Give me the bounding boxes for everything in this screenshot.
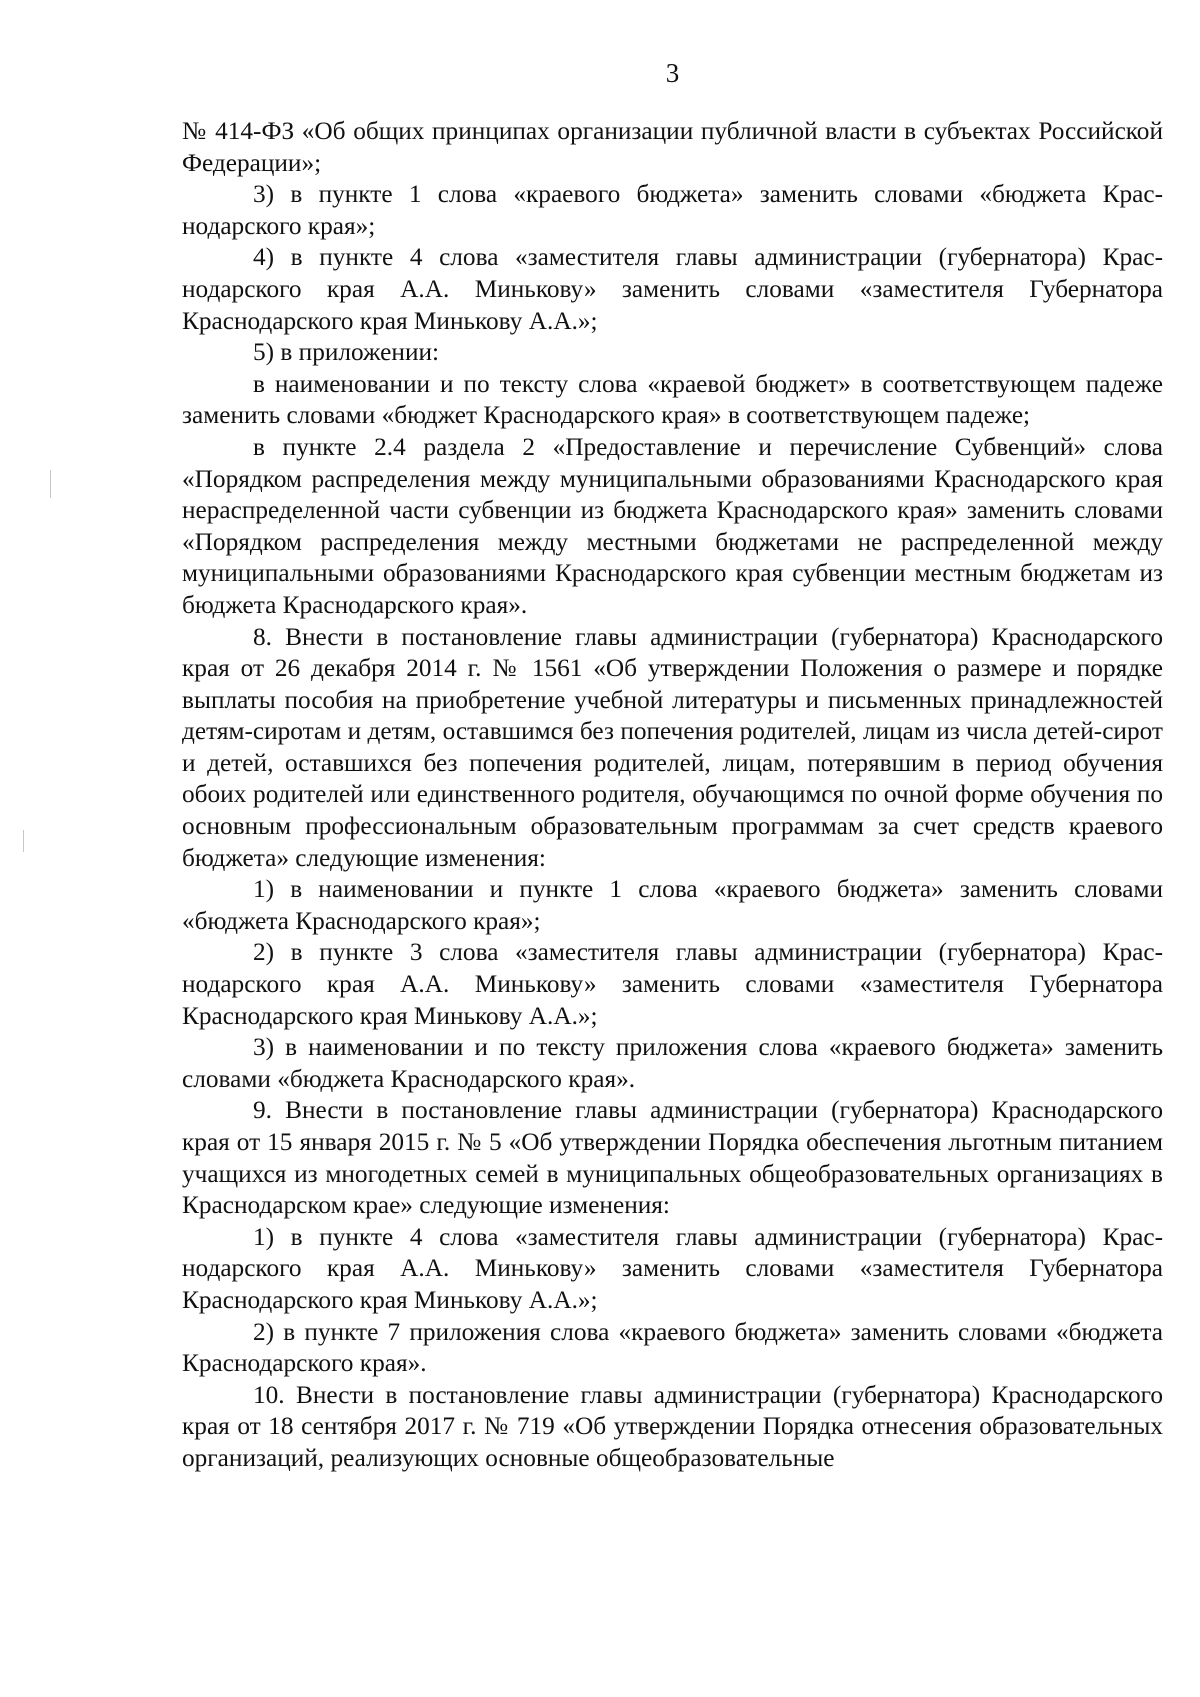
scan-artifact-line [23,830,24,852]
paragraph-1: № 414-ФЗ «Об общих принципах организации публичной власти в субъектах Российской Федерации»; [182,117,1163,177]
paragraph-4: 5) в приложении: [253,338,440,367]
paragraph-2: 3) в пункте 1 слова «краевого бюджета» заменить словами «бюджета Краснодарского края»; [182,180,1163,240]
paragraph-10: 3) в наименовании и по тексту приложения слова «краевого бюджета» заменить словами «бюджета Краснодарского края». [182,1033,1163,1093]
document-body [182,116,1163,1475]
paragraph-13: 2) в пункте 7 приложения слова «краевого бюджета» заменить словами «бюджета Краснодарского края». [182,1317,1163,1378]
page-number: 3 [665,58,680,88]
paragraph-7: 8. Внести в постановление главы администрации (губернатора) Краснодарского края от 26 декабря 2014 г. № 1561 «Об утверждении Положения о размере и порядке выплаты пособия на приобретение учебной литературы и письменных принадлежностей детям-сиротам и детям, оставшимся без попечения родителей, лицам из числа детей-сирот и детей, оставшихся без попечения родителей, лицам, потерявшим в период обучения обоих родителей или единственного родителя, обучающимся по очной форме обучения по основным профессиональным образовательным программам за счет средств краевого бюджета» следующие изменения: [182,622,1163,872]
paragraph-9: 2) в пункте 3 слова «заместителя главы администрации (губернатора) Краснодарского края А.А. Минькову» заменить словами «заместителя Губернатора Краснодарского края Минькову А.А.»; [182,938,1163,1030]
paragraph-14: 10. Внести в постановление главы администрации (губернатора) Краснодарского края от 18 сентября 2017 г. № 719 «Об утверждении Порядка отнесения образовательных организаций, реализующих основные общеобразовательные [182,1380,1163,1472]
paragraph-5: в наименовании и по тексту слова «краевой бюджет» в соответствующем падеже заменить словами «бюджет Краснодарского края» в соответствующем падеже; [182,369,1163,430]
paragraph-6: в пункте 2.4 раздела 2 «Предоставление и перечисление Субвенций» слова «Порядком распределения между муниципальными образованиями Краснодарского края нераспределенной части субвенции из бюджета Краснодарского края» заменить словами «Порядком распределения между местными бюджетами не распределенной между муниципальными образованиями Краснодарского края субвенции местным бюджетам из бюджета Краснодарского края». [182,432,1163,619]
scan-artifact-line [50,470,51,498]
paragraph-3: 4) в пункте 4 слова «заместителя главы администрации (губернатора) Краснодарского края А.А. Минькову» заменить словами «заместителя Губернатора Краснодарского края Минькову А.А.»; [182,243,1163,335]
paragraph-8: 1) в наименовании и пункте 1 слова «краевого бюджета» заменить словами «бюджета Краснодарского края»; [182,875,1163,935]
paragraph-12: 1) в пункте 4 слова «заместителя главы администрации (губернатора) Краснодарского края А.А. Минькову» заменить словами «заместителя Губернатора Краснодарского края Минькову А.А.»; [182,1222,1163,1314]
paragraph-11: 9. Внести в постановление главы администрации (губернатора) Краснодарского края от 15 января 2015 г. № 5 «Об утверждении Порядка обеспечения льготным питанием учащихся из многодетных семей в муниципальных общеобразовательных организациях в Краснодарском крае» следующие изменения: [182,1096,1163,1220]
